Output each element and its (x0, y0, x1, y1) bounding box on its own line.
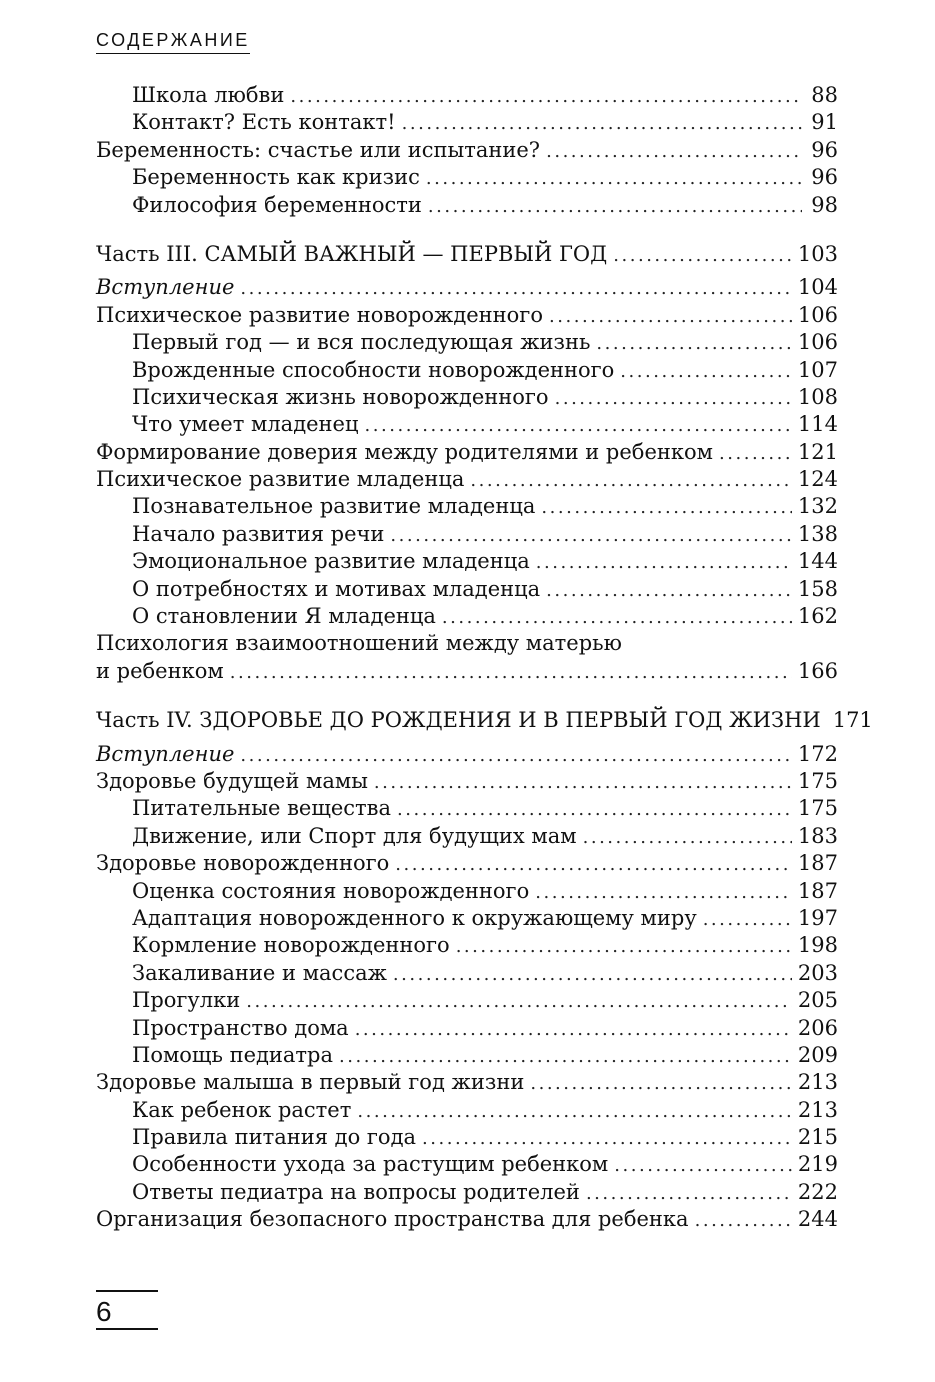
toc-entry (96, 850, 838, 877)
toc-entry-title: Вступление (96, 741, 235, 766)
toc-entry-page: 158 (797, 576, 838, 601)
toc-entry (96, 1042, 838, 1069)
toc-entry (96, 878, 838, 905)
toc-entry (96, 137, 838, 164)
dot-leader (442, 603, 792, 631)
toc-entry-title: Ответы педиатра на вопросы родителей (132, 1179, 580, 1204)
toc-entry-title: Оценка состояния новорожденного (132, 878, 530, 903)
page-number: 6 (96, 1296, 112, 1327)
toc-entry (96, 493, 838, 520)
toc-part-title: Часть III. САМЫЙ ВАЖНЫЙ — ПЕРВЫЙ ГОД (96, 241, 608, 266)
toc-entry-title: Психическая жизнь новорожденного (132, 384, 549, 409)
toc-entry-page: 203 (797, 960, 838, 985)
toc-entry-page: 144 (797, 549, 838, 574)
toc-entry-page: 183 (797, 823, 838, 848)
toc-entry (96, 109, 838, 136)
toc-entry-title: Познавательное развитие младенца (132, 494, 536, 519)
dot-leader (290, 82, 802, 110)
dot-leader (397, 795, 792, 823)
toc-entry-page: 104 (797, 275, 838, 300)
toc-entry (96, 274, 838, 301)
toc-entry-title: Психическое развитие младенца (96, 467, 465, 492)
toc-entry (96, 1179, 838, 1206)
toc-entry-title: О становлении Я младенца (132, 604, 436, 629)
toc-entry-title: Здоровье новорожденного (96, 851, 390, 876)
toc-entry-page: 187 (797, 878, 838, 903)
dot-leader (339, 1042, 792, 1070)
toc-entry (96, 905, 838, 932)
toc-entry (96, 411, 838, 438)
toc-entry-title: Философия беременности (132, 192, 422, 217)
dot-leader (240, 274, 792, 302)
dot-leader (586, 1179, 792, 1207)
toc-entry (96, 603, 838, 630)
toc-entry-title: Как ребенок растет (132, 1097, 352, 1122)
toc-entry (96, 795, 838, 822)
toc-entry-title: Закаливание и массаж (132, 960, 387, 985)
page-number-rule-top (96, 1290, 158, 1292)
dot-leader (428, 192, 802, 220)
dot-leader (530, 1069, 792, 1097)
toc-entry (96, 466, 838, 493)
toc-entry-title: Первый год — и вся последующая жизнь (132, 330, 591, 355)
toc-entry (96, 932, 838, 959)
toc-entry-page: 198 (797, 933, 838, 958)
toc-entry-title: Беременность как кризис (132, 165, 420, 190)
dot-leader (555, 384, 792, 412)
dot-leader (230, 658, 792, 686)
toc-entry-page: 219 (797, 1152, 838, 1177)
toc-entry-page: 108 (797, 384, 838, 409)
toc-entry (96, 768, 838, 795)
dot-leader (390, 521, 791, 549)
toc-entry-page: 205 (797, 988, 838, 1013)
dot-leader (549, 302, 792, 330)
toc-entry-continuation (96, 658, 838, 685)
dot-leader (365, 411, 792, 439)
dot-leader (614, 1151, 792, 1179)
toc-part-heading (96, 707, 873, 734)
toc-entry-title: Врожденные способности новорожденного (132, 357, 615, 382)
toc-part-title: Часть IV. ЗДОРОВЬЕ ДО РОЖДЕНИЯ И В ПЕРВЫЙ ГОД ЖИЗНИ (96, 708, 821, 733)
dot-leader (456, 932, 792, 960)
toc-entry-title: Беременность: счастье или испытание? (96, 137, 541, 162)
toc-entry-title: Контакт? Есть контакт! (132, 110, 396, 135)
toc-entry (96, 82, 838, 109)
toc-entry-title: Адаптация новорожденного к окружающему миру (132, 905, 697, 930)
dot-leader (596, 329, 792, 357)
running-head: СОДЕРЖАНИЕ (96, 30, 250, 54)
dot-leader (355, 1015, 792, 1043)
dot-leader (470, 466, 792, 494)
toc-entry-page: 175 (797, 768, 838, 793)
dot-leader (535, 878, 792, 906)
toc-entry-page: 209 (797, 1042, 838, 1067)
dot-leader (374, 768, 792, 796)
toc-entry-page: 197 (797, 905, 838, 930)
toc-entry-page: 106 (797, 302, 838, 327)
toc-entry-page: 222 (797, 1179, 838, 1204)
toc-entry-title: Школа любви (132, 83, 285, 107)
dot-leader (546, 137, 802, 165)
toc-entry (96, 576, 838, 603)
toc-entry (96, 823, 838, 850)
toc-entry-page: 107 (797, 357, 838, 382)
toc-entry (96, 1015, 838, 1042)
dot-leader (246, 987, 792, 1015)
toc-entry-page: 166 (797, 658, 838, 683)
toc-entry (96, 987, 838, 1014)
toc-entry (96, 302, 838, 329)
toc-entry-page: 215 (797, 1125, 838, 1150)
toc-entry (96, 741, 838, 768)
toc-entry (96, 357, 838, 384)
toc-entry-page: 98 (811, 192, 838, 217)
toc-entry (96, 1069, 838, 1096)
dot-leader (240, 741, 792, 769)
toc-entry (96, 521, 838, 548)
toc-entry-page: 121 (797, 439, 838, 464)
toc-part-heading (96, 241, 838, 268)
dot-leader (541, 493, 792, 521)
toc-entry-page: 96 (811, 137, 838, 162)
dot-leader (536, 548, 792, 576)
dot-leader (703, 905, 792, 933)
toc-entry (96, 439, 838, 466)
toc-entry-page: 244 (797, 1207, 838, 1232)
toc-entry-page: 96 (811, 165, 838, 190)
dot-leader (402, 109, 802, 137)
toc-entry-page: 106 (797, 330, 838, 355)
table-of-contents (96, 82, 873, 1234)
page-number-rule-bottom (96, 1328, 158, 1330)
toc-entry-title: Организация безопасного пространства для ребенка (96, 1207, 689, 1232)
dot-leader (426, 164, 802, 192)
toc-entry-page: 213 (797, 1097, 838, 1122)
toc-entry-title: Формирование доверия между родителями и ребенком (96, 439, 713, 464)
toc-entry-title: Кормление новорожденного (132, 933, 450, 958)
toc-entry-page: 88 (811, 83, 838, 107)
dot-leader (422, 1124, 792, 1152)
toc-entry-title: Психология взаимоотношений между матерью (96, 631, 622, 656)
toc-entry-page: 213 (797, 1070, 838, 1095)
toc-entry-title: Прогулки (132, 988, 241, 1013)
toc-entry-page: 175 (797, 796, 838, 821)
toc-entry (96, 1206, 838, 1233)
dot-leader (613, 241, 792, 269)
toc-entry-title: О потребностях и мотивах младенца (132, 576, 541, 601)
toc-entry-page: 124 (797, 467, 838, 492)
toc-entry (96, 1151, 838, 1178)
toc-entry-page: 162 (797, 604, 838, 629)
toc-entry-title: Правила питания до года (132, 1125, 417, 1150)
toc-entry-page: 103 (797, 241, 838, 266)
toc-entry-page: 187 (797, 851, 838, 876)
toc-entry-page: 132 (797, 494, 838, 519)
dot-leader (357, 1097, 792, 1125)
toc-entry (96, 192, 838, 219)
toc-entry-title: Психическое развитие новорожденного (96, 302, 543, 327)
toc-entry-title: Движение, или Спорт для будущих мам (132, 823, 577, 848)
toc-entry-title: Питательные вещества (132, 796, 392, 821)
toc-entry-title-continued: и ребенком (96, 658, 224, 683)
toc-entry-page: 114 (797, 412, 838, 437)
toc-entry (96, 384, 838, 411)
toc-entry (96, 164, 838, 191)
toc-entry-title: Помощь педиатра (132, 1042, 334, 1067)
toc-entry (96, 960, 838, 987)
dot-leader (719, 439, 792, 467)
toc-entry-page: 171 (832, 708, 873, 733)
toc-entry-title: Эмоциональное развитие младенца (132, 549, 530, 574)
toc-entry-title: Особенности ухода за растущим ребенком (132, 1152, 609, 1177)
dot-leader (395, 850, 792, 878)
toc-entry-title: Здоровье будущей мамы (96, 768, 368, 793)
toc-entry (96, 630, 838, 657)
toc-entry-title: Вступление (96, 275, 235, 300)
dot-leader (393, 960, 792, 988)
toc-entry-title: Начало развития речи (132, 521, 385, 546)
toc-entry-title: Пространство дома (132, 1015, 349, 1040)
dot-leader (695, 1206, 792, 1234)
toc-entry (96, 548, 838, 575)
toc-entry-page: 91 (811, 110, 838, 135)
dot-leader (583, 823, 792, 851)
toc-entry-page: 206 (797, 1015, 838, 1040)
toc-entry-page: 172 (797, 741, 838, 766)
toc-entry (96, 1124, 838, 1151)
toc-entry (96, 1097, 838, 1124)
toc-entry (96, 329, 838, 356)
toc-entry-page: 138 (797, 521, 838, 546)
dot-leader (546, 576, 792, 604)
toc-entry-title: Что умеет младенец (132, 412, 359, 437)
dot-leader (620, 357, 792, 385)
toc-entry-title: Здоровье малыша в первый год жизни (96, 1070, 525, 1095)
